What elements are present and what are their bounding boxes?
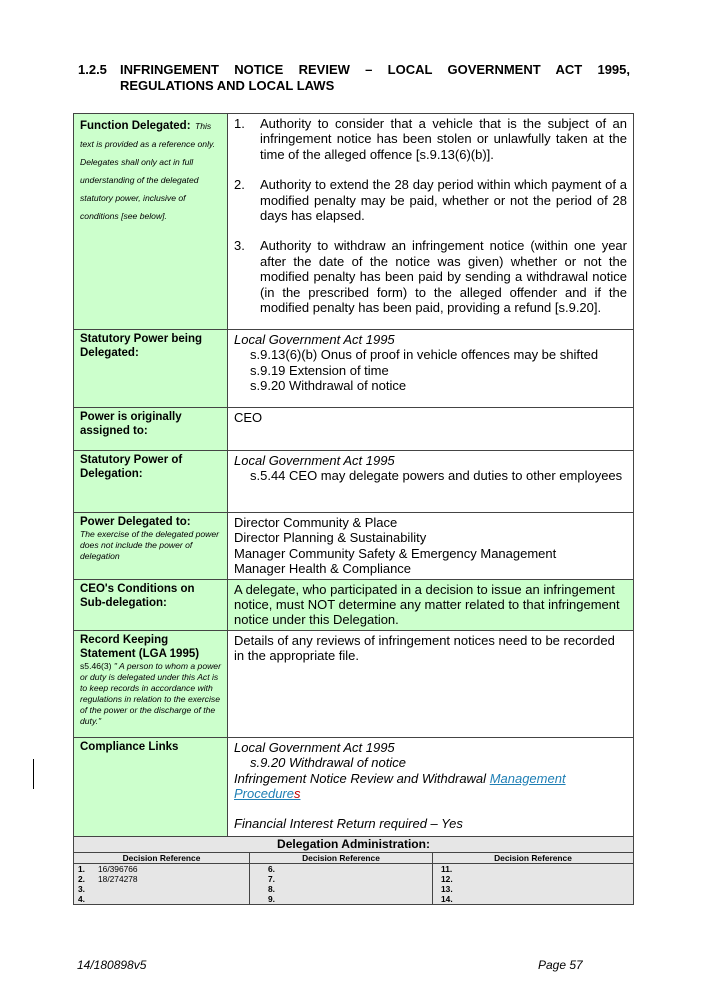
original-power-value: CEO [234, 410, 263, 425]
record-keeping-note: " A person to whom a power or duty is delegated under this Act is to keep records in accordance with regulations in relation to the exercise of the power or the discharge of the duty." [80, 660, 221, 726]
section-heading [78, 62, 630, 94]
conditions-value: A delegate, who participated in a decision to issue an infringement notice, must NOT determine any matter related to that infringement notice under this Delegation. [234, 581, 620, 628]
label-original-power: Power is originally assigned to: [80, 411, 182, 437]
delegation-table [73, 113, 634, 846]
row-compliance [74, 737, 634, 845]
admin-column-header: Decision Reference [250, 853, 433, 864]
act-name: Local Government Act 1995 [234, 739, 395, 755]
record-keeping-ref: s5.46(3) [80, 660, 112, 671]
section-ref: s.5.44 CEO may delegate powers and duties to other employees [250, 468, 623, 484]
label-record-keeping: Record Keeping Statement (LGA 1995) [80, 633, 200, 660]
decision-ref-row: 4. [78, 894, 85, 904]
delegate-item: Director Planning & Sustainability [234, 530, 427, 546]
authority-list [234, 116, 627, 315]
decision-ref-row: 13. [441, 884, 453, 894]
act-name: Local Government Act 1995 [234, 332, 395, 347]
label-delegated-to: Power Delegated to: [80, 516, 191, 528]
section-ref: s.9.20 Withdrawal of notice [250, 755, 406, 771]
label-conditions: CEO's Conditions on Sub-delegation: [80, 582, 195, 609]
row-record-keeping [74, 630, 634, 737]
admin-column-header: Decision Reference [74, 853, 250, 864]
decision-ref-row: 12. [441, 874, 453, 884]
label-power-of-delegation: Statutory Power of Delegation: [80, 454, 183, 480]
decision-ref-row: 1. 16/396766 [78, 864, 138, 874]
delegation-administration-table [73, 836, 634, 905]
delegate-item: Director Community & Place [234, 515, 398, 530]
admin-title: Delegation Administration: [74, 837, 634, 853]
decision-ref-row: 2. 18/274278 [78, 874, 138, 884]
section-title: INFRINGEMENT NOTICE REVIEW – LOCAL GOVERNMENT ACT 1995, REGULATIONS AND LOCAL LAWS [120, 62, 630, 93]
admin-column-header: Decision Reference [433, 853, 634, 864]
row-power-of-delegation [74, 451, 634, 513]
section-number: 1.2.5 [78, 62, 107, 77]
section-ref: s.9.13(6)(b) Onus of proof in vehicle offences may be shifted [250, 347, 599, 363]
label-function-delegated: Function Delegated: [80, 120, 191, 132]
footer-page-number: Page 57 [538, 958, 583, 972]
row-delegated-to [74, 513, 634, 580]
decision-ref-row: 7. [268, 874, 275, 884]
note-function-delegated: This text is provided as a reference only. Delegates shall only act in full understanding of the delegated statutory power, inclusive of conditions [see below]. [80, 121, 216, 221]
delegate-item: Manager Health & Compliance [234, 561, 412, 577]
act-name: Local Government Act 1995 [234, 453, 395, 468]
section-ref: s.9.20 Withdrawal of notice [250, 378, 407, 394]
procedure-link-prefix: Infringement Notice Review and Withdrawal [234, 770, 487, 786]
decision-ref-row: 6. [268, 864, 275, 874]
row-original-power [74, 408, 634, 451]
decision-ref-row: 9. [268, 894, 275, 904]
section-ref: s.9.19 Extension of time [250, 362, 389, 378]
authority-item: 2. Authority to extend the 28 day period within which payment of a modified penalty may be paid, whether or not the period of 28 days has elapsed. [234, 177, 627, 224]
footer-doc-ref: 14/180898v5 [77, 958, 147, 972]
management-procedures-link[interactable]: Management Procedures [234, 770, 566, 802]
label-compliance: Compliance Links [80, 740, 179, 753]
decision-ref-row: 14. [441, 894, 453, 904]
financial-interest-note: Financial Interest Return required – Yes [234, 816, 463, 832]
decision-ref-row: 8. [268, 884, 275, 894]
decision-ref-row: 11. [441, 864, 453, 874]
row-function-delegated [74, 114, 634, 330]
change-bar [33, 759, 34, 789]
label-statutory-power: Statutory Power being Delegated: [80, 333, 203, 359]
note-delegated-to: The exercise of the delegated power does not include the power of delegation [80, 529, 220, 561]
delegate-item: Manager Community Safety & Emergency Management [234, 545, 557, 561]
authority-item: 1. Authority to consider that a vehicle that is the subject of an infringement notice has been stolen or unlawfully taken at the time of the alleged offence [s.9.13(6)(b)]. [234, 116, 627, 162]
authority-item: 3. Authority to withdraw an infringement notice (within one year after the date of the notice was given) whether or not the modified penalty has been paid by sending a withdrawal notice (in the prescribed form) to the alleged offender and if the modified penalty has been paid, providing a refund [s.9.20]. [234, 238, 627, 316]
decision-ref-row: 3. [78, 884, 85, 894]
record-keeping-value: Details of any reviews of infringement notices need to be recorded in the appropriate file. [234, 632, 615, 664]
row-statutory-power [74, 330, 634, 408]
row-conditions [74, 579, 634, 630]
